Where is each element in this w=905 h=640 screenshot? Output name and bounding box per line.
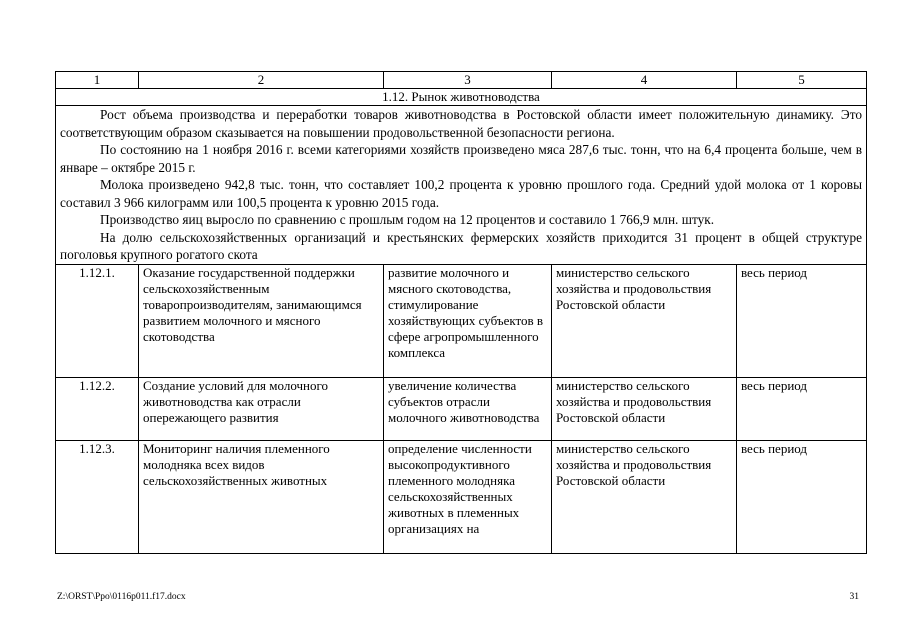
measure-responsible: министерство сельского хозяйства и продовольствия Ростовской области: [552, 377, 737, 440]
measure-result: развитие молочного и мясного скотоводства, стимулирование хозяйствующих субъектов в сфере агропромышленного комплекса: [384, 264, 552, 377]
table-row: [56, 377, 867, 440]
measure-name: Создание условий для молочного животноводства как отрасли опережающего развития: [139, 377, 384, 440]
intro-paragraph: Молока произведено 942,8 тыс. тонн, что составляет 100,2 процента к уровню прошлого года. Средний удой молока от 1 коровы составил 3 966 килограмм или 100,5 процента к уровню 2015 года.: [60, 177, 862, 210]
intro-paragraph: Рост объема производства и переработки товаров животноводства в Ростовской области имеет положительную динамику. Это соответствующим образом сказывается на повышении продовольственной безопасности региона.: [60, 107, 862, 140]
column-number: 4: [552, 72, 737, 89]
measure-result: определение численности высокопродуктивного племенного молодняка сельскохозяйственных животных в племенных организациях на: [384, 440, 552, 553]
measure-result: увеличение количества субъектов отрасли молочного животноводства: [384, 377, 552, 440]
column-number: 1: [56, 72, 139, 89]
intro-paragraph: Производство яиц выросло по сравнению с прошлым годом на 12 процентов и составило 1 766,9 млн. штук.: [100, 212, 715, 227]
measure-period: весь период: [737, 264, 867, 377]
measure-name: Мониторинг наличия племенного молодняка всех видов сельскохозяйственных животных: [139, 440, 384, 553]
table-row: [56, 440, 867, 553]
measures-table: [55, 71, 867, 554]
table-row: [56, 264, 867, 377]
column-number: 3: [384, 72, 552, 89]
page-number: 31: [849, 592, 859, 602]
footer-file-path: Z:\ORST\Ppo\0116p011.f17.docx: [57, 592, 186, 602]
intro-paragraph: На долю сельскохозяйственных организаций и крестьянских фермерских хозяйств приходится 31 процент в общей структуре поголовья крупного рогатого скота: [60, 229, 862, 262]
measure-number: 1.12.1.: [56, 264, 139, 377]
section-intro-row: [56, 106, 867, 265]
measure-number: 1.12.3.: [56, 440, 139, 553]
column-number-row: [56, 72, 867, 89]
column-number: 5: [737, 72, 867, 89]
section-title: 1.12. Рынок животноводства: [56, 89, 867, 106]
column-number: 2: [139, 72, 384, 89]
section-title-row: [56, 89, 867, 106]
measure-responsible: министерство сельского хозяйства и продовольствия Ростовской области: [552, 264, 737, 377]
measure-responsible: министерство сельского хозяйства и продовольствия Ростовской области: [552, 440, 737, 553]
measure-number: 1.12.2.: [56, 377, 139, 440]
measure-period: весь период: [737, 377, 867, 440]
measure-name: Оказание государственной поддержки сельскохозяйственным товаропроизводителям, занимающимся развитием молочного и мясного скотоводства: [139, 264, 384, 377]
measure-period: весь период: [737, 440, 867, 553]
section-intro: [56, 106, 867, 265]
intro-paragraph: По состоянию на 1 ноября 2016 г. всеми категориями хозяйств произведено мяса 287,6 тыс. тонн, что на 6,4 процента больше, чем в январе – октябре 2015 г.: [60, 142, 862, 175]
